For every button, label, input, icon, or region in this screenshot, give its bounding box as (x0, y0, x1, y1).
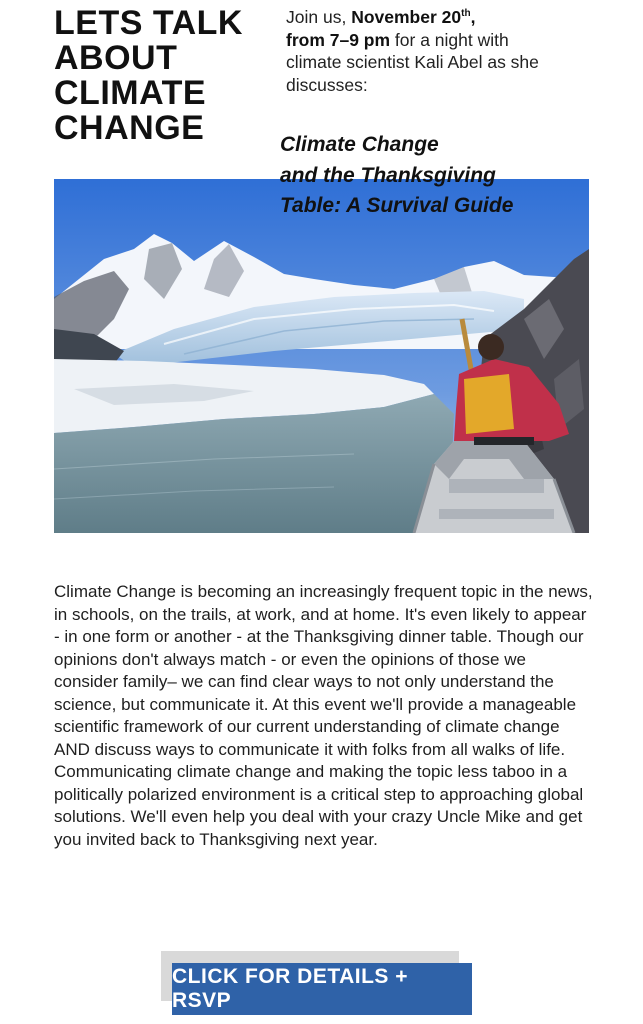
event-intro (286, 6, 546, 96)
talk-title (280, 130, 580, 222)
event-date-comma: , (470, 7, 476, 27)
intro-rest: for a night with climate scientist Kali Abel as she discusses: (286, 29, 539, 95)
intro-prefix: Join us, (286, 7, 352, 27)
event-date-text: November 20 (351, 7, 462, 27)
talk-title-line-1: Climate Change (280, 133, 439, 156)
hero-image-illustration (54, 179, 589, 533)
event-date (351, 7, 475, 27)
event-time: from 7–9 pm (286, 29, 391, 50)
hero-image (54, 179, 589, 533)
event-description: Climate Change is becoming an increasingly frequent topic in the news, in schools, on the trails, at work, and at home. It's even likely to appear - in one form or another - at the Thanksgiving dinner table. Though our opinions don't always match - or even the opinions of those we consider family– we can find clear ways to not only understand the science, but communicate it. At this event we'll provide a manageable scientific framework of our current understanding of climate change AND discuss ways to communicate it with folks from all walks of life. Communicating climate change and making the topic less taboo in a politically polarized environment is a critical step to approaching global solutions. We'll even help you deal with your crazy Uncle Mike and get you invited back to Thanksgiving next year. (54, 582, 593, 849)
details-rsvp-button[interactable]: CLICK FOR DETAILS + RSVP (172, 963, 472, 1015)
headline-line-3: CLIMATE (54, 74, 207, 112)
event-date-suffix: th (461, 8, 471, 20)
talk-title-line-3: Table: A Survival Guide (280, 194, 514, 217)
headline (54, 6, 269, 146)
headline-line-4: CHANGE (54, 109, 205, 147)
headline-line-1: LETS TALK (54, 4, 243, 42)
talk-title-line-2: and the Thanksgiving (280, 163, 496, 187)
headline-line-2: ABOUT (54, 39, 178, 77)
